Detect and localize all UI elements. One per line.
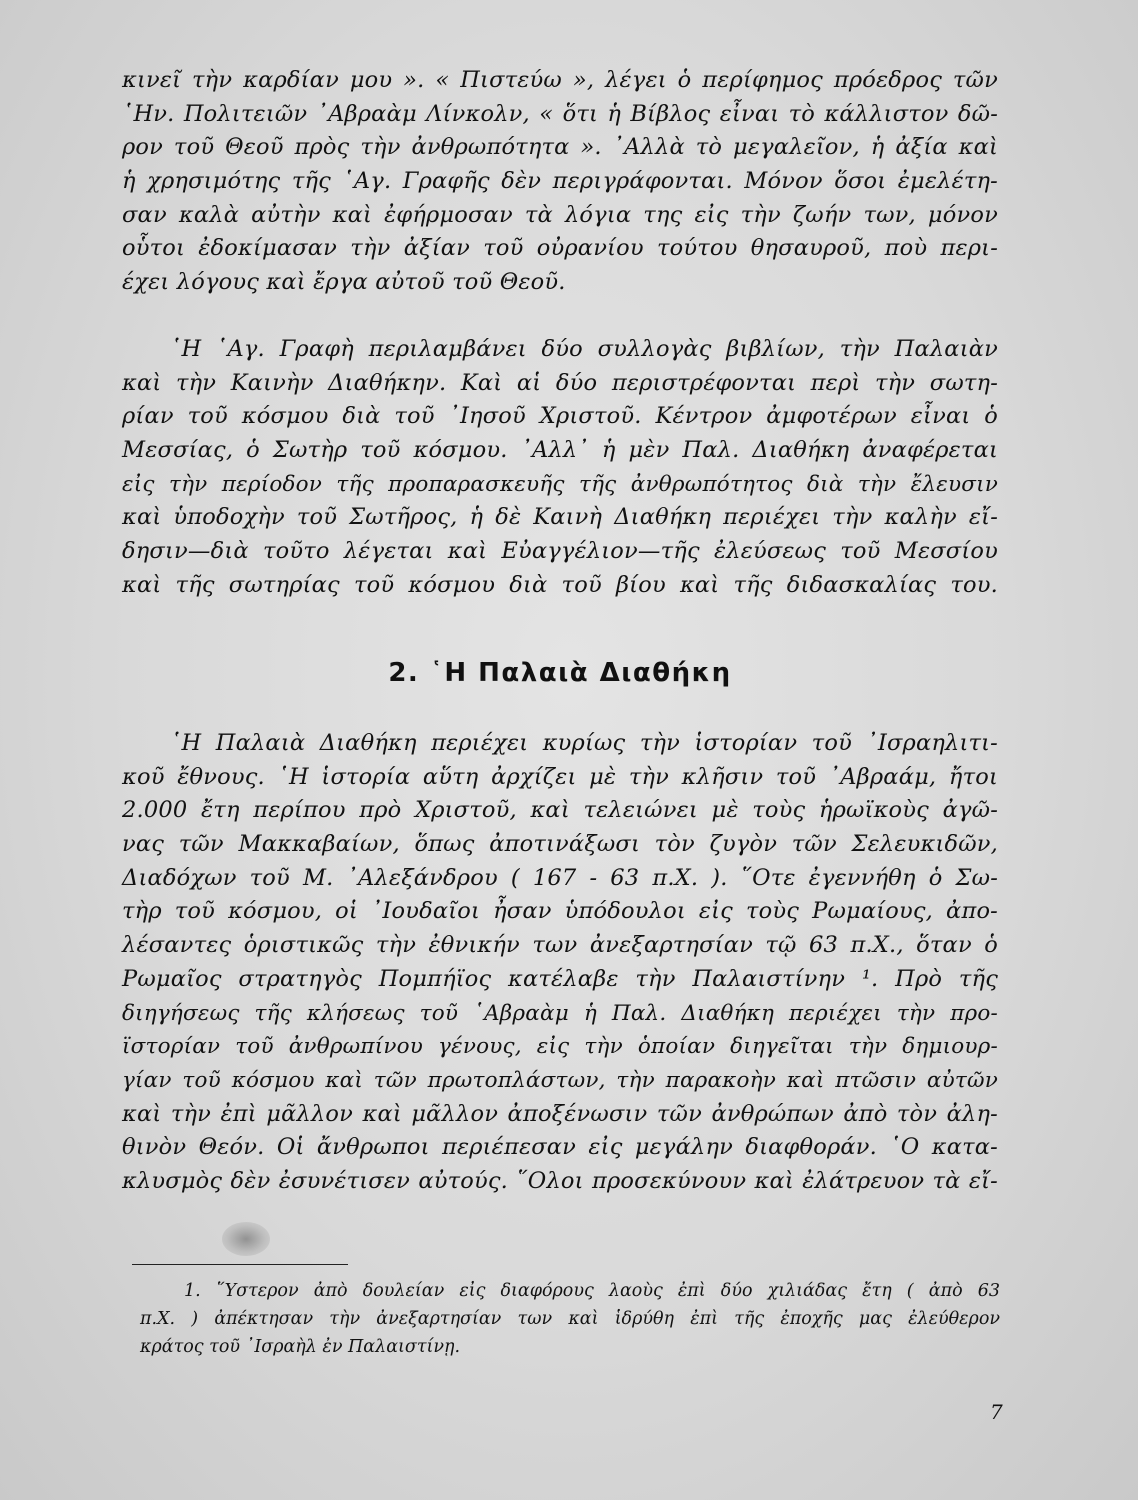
text-line: ῾Η Παλαιὰ Διαθήκη περιέχει κυρίως τὴν ἱστορίαν τοῦ ᾿Ισραηλιτι- <box>170 730 998 756</box>
footnote-line: 1. ῞Υστερον ἀπὸ δουλείαν εἰς διαφόρους λαοὺς ἐπὶ δύο χιλιάδας ἔτη ( ἀπὸ 63 <box>184 1281 1000 1301</box>
text-line: ϊστορίαν τοῦ ἀνθρωπίνου γένους, εἰς τὴν ὁποίαν διηγεῖται τὴν δημιουρ- <box>122 1034 998 1060</box>
text-line: ρον τοῦ Θεοῦ πρὸς τὴν ἀνθρωπότητα ». ᾿Αλλὰ τὸ μεγαλεῖον, ἡ ἀξία καὶ <box>122 134 998 161</box>
text-line: 2.000 ἔτη περίπου πρὸ Χριστοῦ, καὶ τελειώνει μὲ τοὺς ἡρωϊκοὺς ἀγῶ- <box>122 797 998 824</box>
text-line: έχει λόγους καὶ ἔργα αὐτοῦ τοῦ Θεοῦ. <box>122 269 566 296</box>
text-line: τὴρ τοῦ κόσμου, οἱ ᾿Ιουδαῖοι ἦσαν ὑπόδουλοι εἰς τοὺς Ρωμαίους, ἀπο- <box>122 898 998 925</box>
page-number: 7 <box>990 1400 1003 1424</box>
footnote-line: π.Χ. ) ἀπέκτησαν τὴν ἀνεξαρτησίαν των καὶ ἱδρύθη ἐπὶ τῆς ἐποχῆς μας ἐλεύθερον <box>140 1309 1000 1329</box>
text-line: εἰς τὴν περίοδον τῆς προπαρασκευῆς τῆς ἀνθρωπότητος διὰ τὴν ἔλευσιν <box>122 471 998 497</box>
footnote-divider <box>132 1264 348 1265</box>
text-line: κοῦ ἔθνους. ῾Η ἱστορία αὕτη ἀρχίζει μὲ τὴν κλῆσιν τοῦ ᾿Αβραάμ, ἤτοι <box>122 763 998 790</box>
text-line: ῾Ην. Πολιτειῶν ᾿Αβραὰμ Λίνκολν, « ὅτι ἡ Βίβλος εἶναι τὸ κάλλιστον δῶ- <box>122 100 998 127</box>
text-line: ρίαν τοῦ κόσμου διὰ τοῦ ᾿Ιησοῦ Χριστοῦ. Κέντρον ἀμφοτέρων εἶναι ὁ <box>122 403 998 430</box>
text-line: θινὸν Θεόν. Οἱ ἄνθρωποι περιέπεσαν εἰς μεγάλην διαφθοράν. ῾Ο κατα- <box>122 1134 998 1161</box>
text-line: νας τῶν Μακκαβαίων, ὅπως ἀποτινάξωσι τὸν ζυγὸν τῶν Σελευκιδῶν, <box>122 831 998 858</box>
text-line: λέσαντες ὁριστικῶς τὴν ἐθνικήν των ἀνεξαρτησίαν τῷ 63 π.Χ., ὅταν ὁ <box>122 932 998 959</box>
footnote-line: κράτος τοῦ ᾿Ισραὴλ ἐν Παλαιστίνῃ. <box>140 1337 461 1357</box>
text-line: καὶ τὴν Καινὴν Διαθήκην. Καὶ αἱ δύο περιστρέφονται περὶ τὴν σωτη- <box>122 369 998 396</box>
text-line: διηγήσεως τῆς κλήσεως τοῦ ῾Αβραὰμ ἡ Παλ. Διαθήκη περιέχει τὴν προ- <box>122 1000 998 1026</box>
text-line: ἡ χρησιμότης τῆς ῾Αγ. Γραφῆς δὲν περιγράφονται. Μόνον ὅσοι ἐμελέτη- <box>122 168 998 195</box>
text-line: καὶ τὴν ἐπὶ μᾶλλον καὶ μᾶλλον ἀποξένωσιν τῶν ἀνθρώπων ἀπὸ τὸν ἀλη- <box>122 1100 998 1127</box>
text-line: κινεῖ τὴν καρδίαν μου ». « Πιστεύω », λέγει ὁ περίφημος πρόεδρος τῶν <box>122 67 998 93</box>
text-line: σαν καλὰ αὐτὴν καὶ ἐφήρμοσαν τὰ λόγια της εἰς τὴν ζωήν των, μόνον <box>122 201 998 228</box>
section-heading: 2. ῾Η Παλαιὰ Διαθήκη <box>388 658 732 688</box>
footnote <box>140 1277 1000 1361</box>
text-line: οὗτοι ἐδοκίμασαν τὴν ἀξίαν τοῦ οὐρανίου τούτου θησαυροῦ, ποὺ περι- <box>122 235 998 262</box>
text-line: Διαδόχων τοῦ Μ. ᾿Αλεξάνδρου ( 167 - 63 π.Χ. ). ῞Οτε ἐγεννήθη ὁ Σω- <box>122 864 998 891</box>
paragraph-2 <box>122 333 998 603</box>
text-line: κλυσμὸς δὲν ἐσυνέτισεν αὐτούς. ῞Ολοι προσεκύνουν καὶ ἐλάτρευον τὰ εἴ- <box>122 1167 998 1194</box>
text-line: καὶ ὑποδοχὴν τοῦ Σωτῆρος, ἡ δὲ Καινὴ Διαθήκη περιέχει τὴν καλὴν εἴ- <box>122 504 998 531</box>
page-stain <box>222 1222 270 1256</box>
text-line: γίαν τοῦ κόσμου καὶ τῶν πρωτοπλάστων, τὴν παρακοὴν καὶ πτῶσιν αὐτῶν <box>122 1067 998 1093</box>
paragraph-1 <box>122 64 998 300</box>
text-line: ῾Η ῾Αγ. Γραφὴ περιλαμβάνει δύο συλλογὰς βιβλίων, τὴν Παλαιὰν <box>170 336 998 362</box>
paragraph-3 <box>122 727 998 1199</box>
text-line: καὶ τῆς σωτηρίας τοῦ κόσμου διὰ τοῦ βίου καὶ τῆς διδασκαλίας του. <box>122 571 998 598</box>
text-line: Ρωμαῖος στρατηγὸς Πομπήϊος κατέλαβε τὴν Παλαιστίνην ¹. Πρὸ τῆς <box>122 965 998 992</box>
text-line: δησιν—διὰ τοῦτο λέγεται καὶ Εὐαγγέλιον—τῆς ἐλεύσεως τοῦ Μεσσίου <box>122 538 998 565</box>
text-line: Μεσσίας, ὁ Σωτὴρ τοῦ κόσμου. ᾿Αλλ᾿ ἡ μὲν Παλ. Διαθήκη ἀναφέρεται <box>122 437 998 464</box>
